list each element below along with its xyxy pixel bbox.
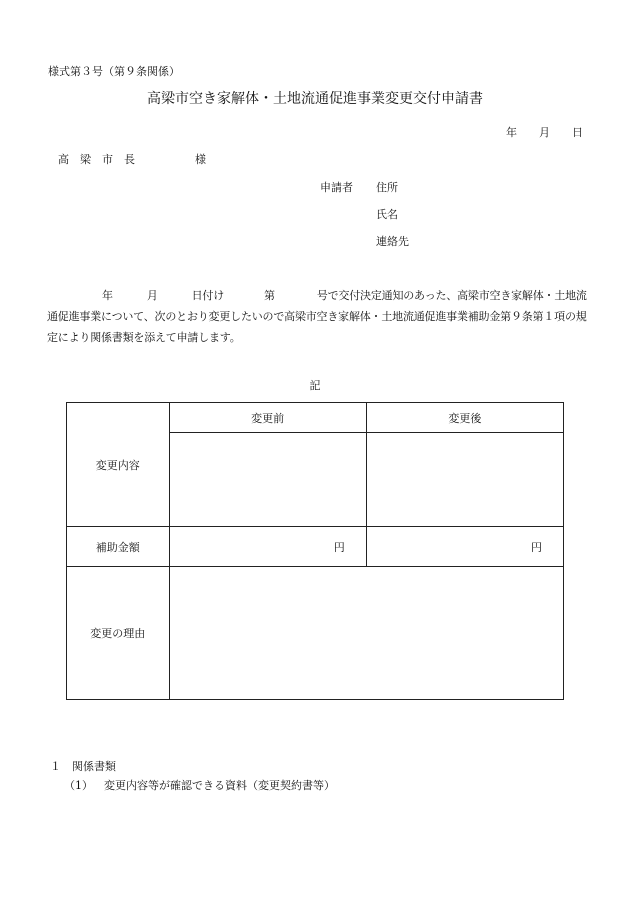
- form-number: 様式第３号（第９条関係）: [48, 65, 180, 78]
- application-statement: [47, 285, 587, 348]
- amount-after-cell[interactable]: [366, 527, 563, 567]
- documents-item-text: 変更内容等が確認できる資料（変更契約書等）: [104, 779, 335, 792]
- applicant-label: 申請者: [320, 181, 353, 194]
- addressee-name: 高 梁 市 長: [58, 153, 135, 166]
- statement-year: 年: [102, 289, 113, 302]
- documents-item: [64, 777, 335, 793]
- before-header: 変更前: [169, 403, 366, 433]
- statement-month: 月: [146, 289, 158, 302]
- change-table: [66, 402, 564, 700]
- ki-heading: 記: [309, 379, 321, 392]
- documents-item-number: （1）: [64, 779, 93, 792]
- reason-label: 変更の理由: [67, 567, 170, 700]
- applicant-contact-label: 連絡先: [376, 235, 409, 248]
- content-label: 変更内容: [67, 403, 170, 527]
- date-line: [506, 124, 583, 140]
- documents-heading: １ 関係書類: [50, 760, 116, 773]
- content-before-cell[interactable]: [169, 433, 366, 527]
- date-day: 日: [572, 126, 583, 139]
- date-year: 年: [506, 126, 517, 139]
- statement-dated: 日付け: [191, 289, 225, 302]
- reason-cell[interactable]: [169, 567, 563, 700]
- statement-number-prefix: 第: [264, 289, 275, 302]
- yen-after: 円: [531, 540, 542, 554]
- amount-before-cell[interactable]: [169, 527, 366, 567]
- applicant-address-label: 住所: [376, 181, 398, 194]
- after-header: 変更後: [366, 403, 563, 433]
- date-month: 月: [539, 126, 550, 139]
- addressee-honorific: 様: [195, 153, 206, 166]
- content-after-cell[interactable]: [366, 433, 563, 527]
- amount-label: 補助金額: [67, 527, 170, 567]
- document-title: 高梁市空き家解体・土地流通促進事業変更交付申請書: [147, 91, 483, 107]
- applicant-name-label: 氏名: [376, 208, 398, 221]
- statement-text: 号で交付決定通知のあった、高梁市空き家解体・土地流通促進事業について、次のとおり変更したいので高梁市空き家解体・土地流通促進事業補助金第９条第１項の規定により関係書類を添えて申請します。: [47, 289, 587, 344]
- yen-before: 円: [333, 540, 345, 554]
- addressee: [58, 151, 206, 167]
